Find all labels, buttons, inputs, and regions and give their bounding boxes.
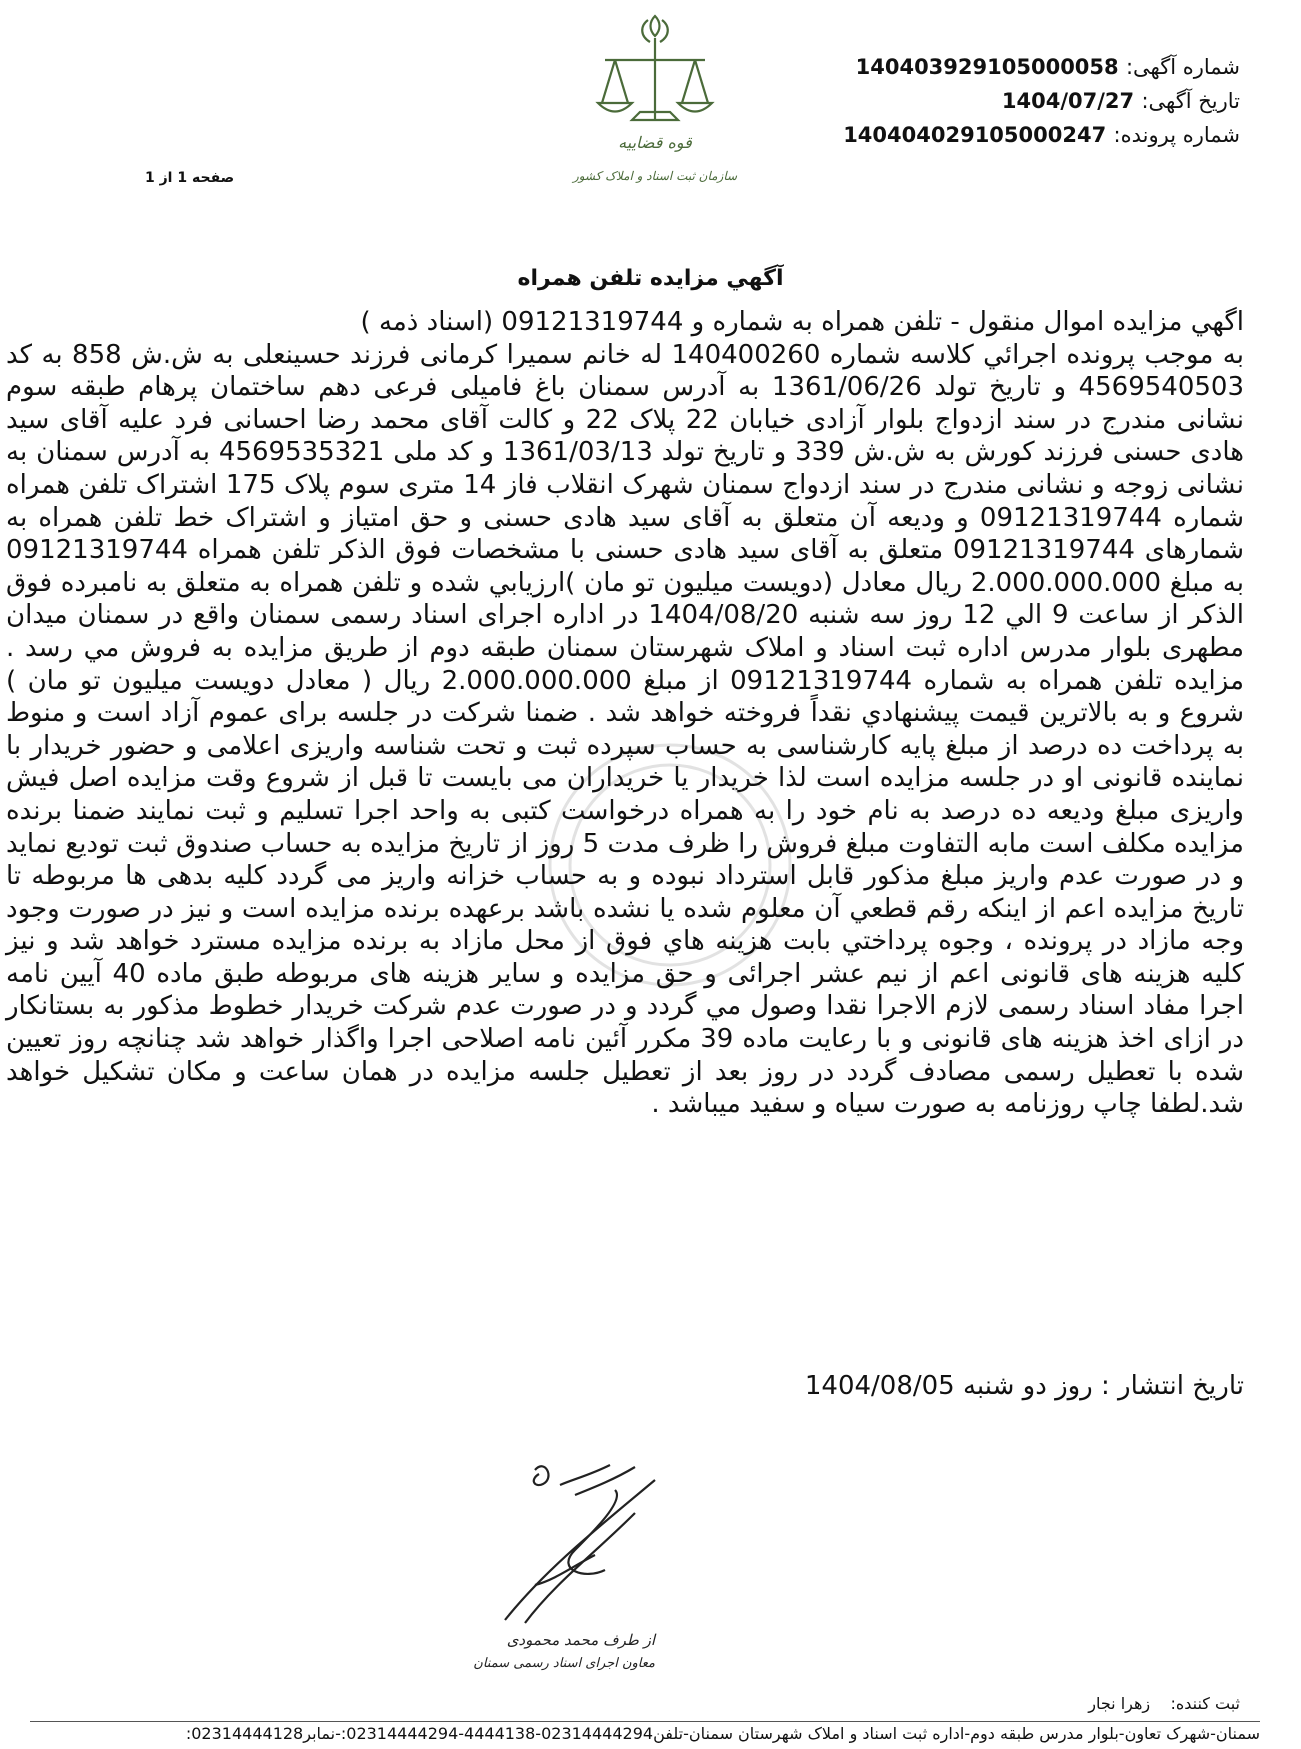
publication-date: تاريخ انتشار : روز دو شنبه 1404/08/05 [804,1371,1244,1401]
signature-title: معاون اجرای اسناد رسمی سمنان [473,1656,655,1671]
registrar-name: زهرا نجار [1088,1694,1151,1713]
notice-metadata [770,50,1240,152]
file-number-row [770,118,1240,152]
page-count: صفحه 1 از 1 [145,170,235,186]
footer-divider [30,1721,1260,1722]
registrar-label: ثبت كننده: [1170,1694,1240,1713]
file-number-label: شماره پرونده: [1113,123,1240,147]
judiciary-emblem [570,8,740,193]
footer-address: سمنان-شهرک تعاون-بلوار مدرس طبقه دوم-اداره ثبت اسناد و املاک شهرستان سمنان-تلفن02314444294-4444138-02314444294:-نمابر02314444128: [185,1724,1260,1743]
page-title: آگهي مزايده تلفن همراه [517,266,784,291]
notice-date-label: تاریخ آگهی: [1141,89,1240,113]
file-number: 14040402910500024​7 [843,123,1107,147]
body-main-paragraph: به موجب پرونده اجرائي كلاسه شماره 140400260 له خانم سميرا كرمانی فرزند حسينعلی به ش.ش 858 به كد 4569540503 و تاريخ تولد 1361/06/26 به آدرس سمنان باغ فاميلی فرعی دهم ساختمان پرهام طبقه سوم نشانی مندرج در سند ازدواج بلوار آزادی خيابان 22 پلاک 22 و كالت آقای محمد رضا احسانی فرد عليه آقای سيد هادی حسنی فرزند كورش به ش.ش 339 و تاريخ تولد 1361/03/13 و كد ملی 4569535321 به آدرس سمنان به نشانی زوجه و نشانی مندرج در سند ازدواج سمنان شهرک انقلاب فاز 14 متری سوم پلاک 175 اشتراک تلفن همراه شماره 09121319744 و وديعه آن متعلق به آقای سيد هادی حسنی و حق امتياز و اشتراک خط تلفن همراه به شمارهای 09121319744 متعلق به آقای سيد هادی حسنی با مشخصات فوق الذكر تلفن همراه 09121319744 به مبلغ 2.000.000.000 ريال معادل (دويست ميليون تو مان )ارزيابي شده و تلفن همراه به متعلق به نامبرده فوق الذكر از ساعت 9 الي 12 روز سه شنبه 1404/08/20 در اداره اجرای اسناد رسمی سمنان واقع در سمنان ميدان مطهری بلوار مدرس اداره ثبت اسناد و املاک شهرستان سمنان طبقه دوم از طريق مزايده به فروش مي رسد . مزايده تلفن همراه به شماره 09121319744 از مبلغ 2.000.000.000 ريال ( معادل دويست ميليون تو مان ) شروع و به بالاترين قيمت پيشنهادي نقداً فروخته خواهد شد . ضمنا شركت در جلسه برای عموم آزاد است و منوط به پرداخت ده درصد از مبلغ پايه كارشناسی به حساب سپرده ثبت و تحت شناسه واريزی اعلامی و حضور خريدار با نماينده قانونی او در جلسه مزايده است لذا خريدار يا خريداران می بايست تا قبل از شروع وقت مزايده اصل فيش واريزی مبلغ وديعه ده درصد به نام خود را به همراه درخواست كتبی به واحد اجرا تسليم و ثبت نمايند ضمنا برنده مزايده مكلف است مابه التفاوت مبلغ فروش را ظرف مدت 5 روز از تاريخ مزايده به حساب صندوق ثبت توديع نمايد و در صورت عدم واريز مبلغ مذكور قابل استرداد نبوده و به حساب خزانه واريز می گردد كليه بدهی ها مربوطه تا تاريخ مزايده اعم از اينكه رقم قطعي آن معلوم شده يا نشده باشد برعهده برنده مزايده است و نيز در صورت وجود وجه مازاد در پرونده ، وجوه پرداختي بابت هزينه هاي فوق از محل مازاد به برنده مزايده مسترد خواهد شد و نيز كليه هزينه های قانونی اعم از نيم عشر اجرائی و حق مزايده و ساير هزينه های مربوطه طبق ماده 40 آيين نامه اجرا مفاد اسناد رسمی لازم الاجرا نقدا وصول مي گردد و در صورت عدم شركت خريدار خطوط مذكور به بستانكار در ازای اخذ هزينه های قانونی و با رعايت ماده 39 مكرر آئين نامه اصلاحی اجرا واگذار خواهد شد چنانچه روز تعيين شده با تعطيل رسمی مصادف گردد در روز بعد از تعطيل جلسه مزايده در همان ساعت و مكان تشكيل خواهد شد.لطفا چاپ روزنامه به صورت سياه و سفيد ميباشد . [6,339,1245,1120]
notice-number-label: شماره آگهی: [1125,55,1240,79]
notice-number: 14040392910500005​8 [855,55,1119,79]
body-intro-line: اگهي مزايده اموال منقول - تلفن همراه به شماره و 09121319744 (اسناد ذمه ) [360,307,1244,337]
emblem-caption-judiciary: قوه قضاییه [618,133,692,152]
signature [465,1445,720,1675]
emblem-caption-org: سازمان ثبت اسناد و املاک کشور [572,169,738,183]
registrar [1020,1694,1240,1713]
notice-date: 1404/07/27 [1001,89,1135,113]
signature-name: از طرف محمد محمودی [506,1631,655,1649]
auction-notice-body [6,306,1244,1121]
notice-number-row [770,50,1240,84]
notice-date-row [770,84,1240,118]
